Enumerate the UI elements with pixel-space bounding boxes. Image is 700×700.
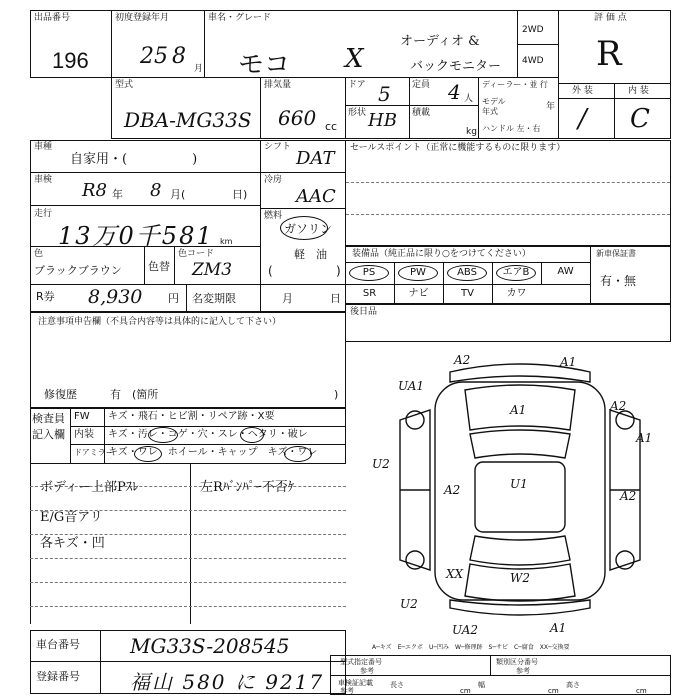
option-cell-row2-1: ナビ: [408, 288, 429, 299]
car-name-label: 車名・グレード: [208, 13, 272, 23]
height-label: 高さ: [566, 681, 580, 689]
inspection-label: 車検: [34, 175, 53, 185]
remark-left-1: ボディー上部Pｽﾚ: [40, 480, 139, 495]
door-value: 5: [378, 82, 391, 106]
cc-unit: cc: [325, 120, 338, 133]
wheel-rl: [406, 551, 424, 569]
dmg-mark-1: A2: [454, 353, 471, 367]
recycle-unit: 円: [168, 292, 179, 305]
inspection-day-unit: 日): [232, 188, 248, 201]
sales-point-box: [345, 140, 671, 246]
dmg-mark-11: XX: [446, 567, 464, 581]
cooler-value: AAC: [296, 186, 336, 207]
year-unit: 年: [546, 102, 556, 112]
repair-place: (箇所: [132, 388, 159, 401]
recycle-label: R券: [36, 290, 55, 303]
option-cell-row1-1: PW: [398, 265, 438, 281]
first-reg-year: 25: [140, 44, 168, 69]
inspector-tag-0: FW: [74, 411, 90, 422]
rating-label: 評 価 点: [594, 13, 627, 23]
wheel-rr: [616, 551, 634, 569]
handle-label: ハンドル 左・右: [482, 124, 541, 133]
windshield-outline: [470, 430, 570, 458]
car-name: モコ: [238, 50, 291, 80]
dmg-mark-4: A1: [510, 403, 527, 417]
shift-value: DAT: [296, 148, 335, 169]
door-label: ドア: [348, 80, 366, 90]
color-change-label: 色替: [148, 260, 170, 273]
first-reg-label: 初度登録年月: [115, 13, 170, 23]
lot-label: 出品番号: [34, 13, 71, 23]
inspector-circle-1: [148, 427, 178, 443]
paren-open: (: [268, 264, 273, 278]
inspection-value: R8: [82, 180, 108, 201]
mileage-value: 13万0千581: [58, 222, 214, 250]
remark-left-3: 各キズ・凹: [40, 536, 105, 551]
dmg-mark-2: A1: [560, 355, 577, 369]
inspector-circle-3: [134, 446, 162, 462]
dmg-mark-3: UA1: [398, 379, 425, 393]
car-type-label: 車種: [34, 142, 53, 152]
option-cell-row2-2: TV: [461, 288, 474, 299]
name-change-day: 日: [330, 292, 341, 305]
model-label: 型式: [115, 80, 134, 90]
model-year-label: モデル 年式: [482, 97, 506, 116]
length-cm: cm: [460, 687, 471, 695]
dmg-mark-5: A2: [610, 399, 627, 413]
dmg-mark-8: A2: [444, 483, 461, 497]
aftermarket-label: 後日品: [350, 307, 378, 317]
inspection-month-unit: 月(: [170, 188, 186, 201]
capacity-label: 定員: [412, 80, 431, 90]
option-cell-row2-3: カワ: [506, 288, 527, 299]
interior-label: 内 装: [628, 86, 649, 96]
aftermarket-box: [345, 304, 671, 342]
load-unit: kg: [466, 127, 477, 137]
remark-right-1: 左Rﾊﾞﾝﾊﾟｰ不否ｹ: [200, 480, 295, 495]
recycle-value: 8,930: [88, 286, 143, 308]
type-class-ref: 参考: [516, 667, 530, 675]
cc-label: 排気量: [264, 80, 292, 90]
car-grade: X: [345, 44, 364, 74]
lot-value: 196: [52, 48, 89, 73]
remark-left-2: E/G音アリ: [40, 510, 103, 525]
warranty-value: 有・無: [600, 274, 637, 288]
option-cell-row2-0: SR: [362, 288, 377, 299]
diesel-label: 軽 油: [294, 248, 327, 261]
option-cell-row1-4: AW: [557, 266, 574, 277]
type-class-label: 類別区分番号: [496, 658, 538, 666]
grade-note-1: オーディオ &: [400, 34, 480, 49]
inspector-tag-1: 内装: [74, 429, 94, 440]
reg-value: 福山 580 に 9217: [130, 670, 325, 694]
mileage-unit: km: [220, 237, 233, 246]
wheel-fr: [616, 411, 634, 429]
inspector-tag-2: ドアミラー: [74, 448, 114, 457]
dmg-mark-12: W2: [510, 571, 530, 585]
fuel-value: ガソリン: [284, 222, 333, 236]
paren-close: ): [336, 264, 341, 278]
model-desig-ref: 参考: [360, 667, 374, 675]
inspector-items-1: キズ・汚レ・コゲ・穴・スレ・ヘタリ・破レ: [108, 429, 308, 440]
model-desig-label: 型式指定番号: [340, 658, 382, 666]
rear-glass-outline: [470, 536, 570, 565]
option-cell-row1-0: PS: [349, 265, 389, 281]
rating-value: R: [596, 34, 622, 74]
chassis-label: 車台番号: [36, 638, 80, 651]
capacity-unit: 人: [464, 94, 474, 104]
height-cm: cm: [636, 687, 647, 695]
dmg-mark-6: A1: [636, 431, 653, 445]
color-value: ブラックブラウン: [34, 264, 122, 277]
length-label: 長さ: [390, 681, 404, 689]
drive-4wd: 4WD: [522, 56, 544, 66]
fuel-label: 燃料: [264, 211, 283, 221]
sales-point-label: セールスポイント（正常に機能するものに限ります）: [350, 143, 566, 153]
inspector-circle-4: [284, 446, 312, 462]
name-change-month: 月: [282, 292, 293, 305]
inspection-year: 年: [112, 188, 123, 201]
first-reg-month: 8: [172, 44, 186, 69]
color-code-value: ZM3: [192, 260, 233, 280]
repair-label: 修復歴: [44, 388, 77, 401]
mileage-label: 走行: [34, 209, 53, 219]
inspection-month: 8: [150, 180, 162, 201]
rear-bumper-outline: [450, 600, 590, 615]
name-change-label: 名変期限: [192, 292, 236, 305]
model-value: DBA-MG33S: [124, 108, 252, 132]
dmg-mark-14: UA2: [452, 623, 479, 637]
shape-label: 形状: [348, 108, 367, 118]
diagram-legend: A─キズ E─エクボ U─凹み W─修理跡 S─サビ C─腐食 XX─交換要: [372, 644, 570, 651]
inspector-items-2: キズ・ワレ ホイール・キャップ キズ・ワレ: [108, 447, 318, 458]
dmg-mark-13: U2: [400, 597, 418, 611]
width-label: 幅: [478, 681, 485, 689]
exterior-label: 外 装: [572, 86, 593, 96]
inspector-circle-2: [240, 427, 264, 443]
option-cell-row1-2: ABS: [447, 265, 487, 281]
wheel-fl: [406, 411, 424, 429]
chassis-value: MG33S-208545: [130, 634, 290, 658]
month-unit: 月: [194, 64, 204, 74]
dmg-mark-9: U1: [510, 477, 528, 491]
dealer-label: ディーラー・並 行: [482, 80, 548, 89]
shape-value: HB: [368, 110, 397, 131]
car-type-value: 自家用・( ): [70, 152, 198, 167]
warranty-label: 新車保証書: [596, 249, 636, 258]
size-label: 車検証記載: [338, 679, 373, 687]
car-diagram: [370, 350, 670, 640]
shift-label: シフト: [264, 142, 292, 152]
roof-outline: [475, 462, 565, 532]
inspector-label-2: 記入欄: [32, 428, 65, 441]
exterior-value: /: [578, 104, 587, 134]
size-ref: 参考: [340, 687, 354, 695]
option-cell-row1-3: エアB: [496, 265, 536, 281]
grade-note-2: バックモニター: [410, 59, 502, 74]
cc-value: 660: [278, 106, 317, 130]
options-header: 装備品（純正品に限り○をつけてください）: [352, 249, 531, 259]
capacity-value: 4: [448, 80, 461, 104]
repair-has: 有: [110, 388, 121, 401]
load-label: 積載: [412, 108, 431, 118]
interior-value: C: [630, 104, 650, 134]
dmg-mark-10: A2: [620, 489, 637, 503]
repair-close: ): [334, 388, 339, 401]
inspector-label-1: 検査員: [32, 412, 65, 425]
drive-2wd: 2WD: [522, 25, 544, 35]
notes-label: 注意事項申告欄（不具合内容等は具体的に記入して下さい）: [38, 317, 282, 327]
reg-label: 登録番号: [36, 670, 80, 683]
dmg-mark-7: U2: [372, 457, 390, 471]
color-label: 色: [34, 249, 44, 259]
cooler-label: 冷房: [264, 175, 283, 185]
color-code-label: 色コード: [178, 249, 215, 259]
inspector-items-0: キズ・飛石・ヒビ割・リペア跡・X要: [108, 411, 275, 422]
dmg-mark-15: A1: [550, 621, 567, 635]
width-cm: cm: [548, 687, 559, 695]
